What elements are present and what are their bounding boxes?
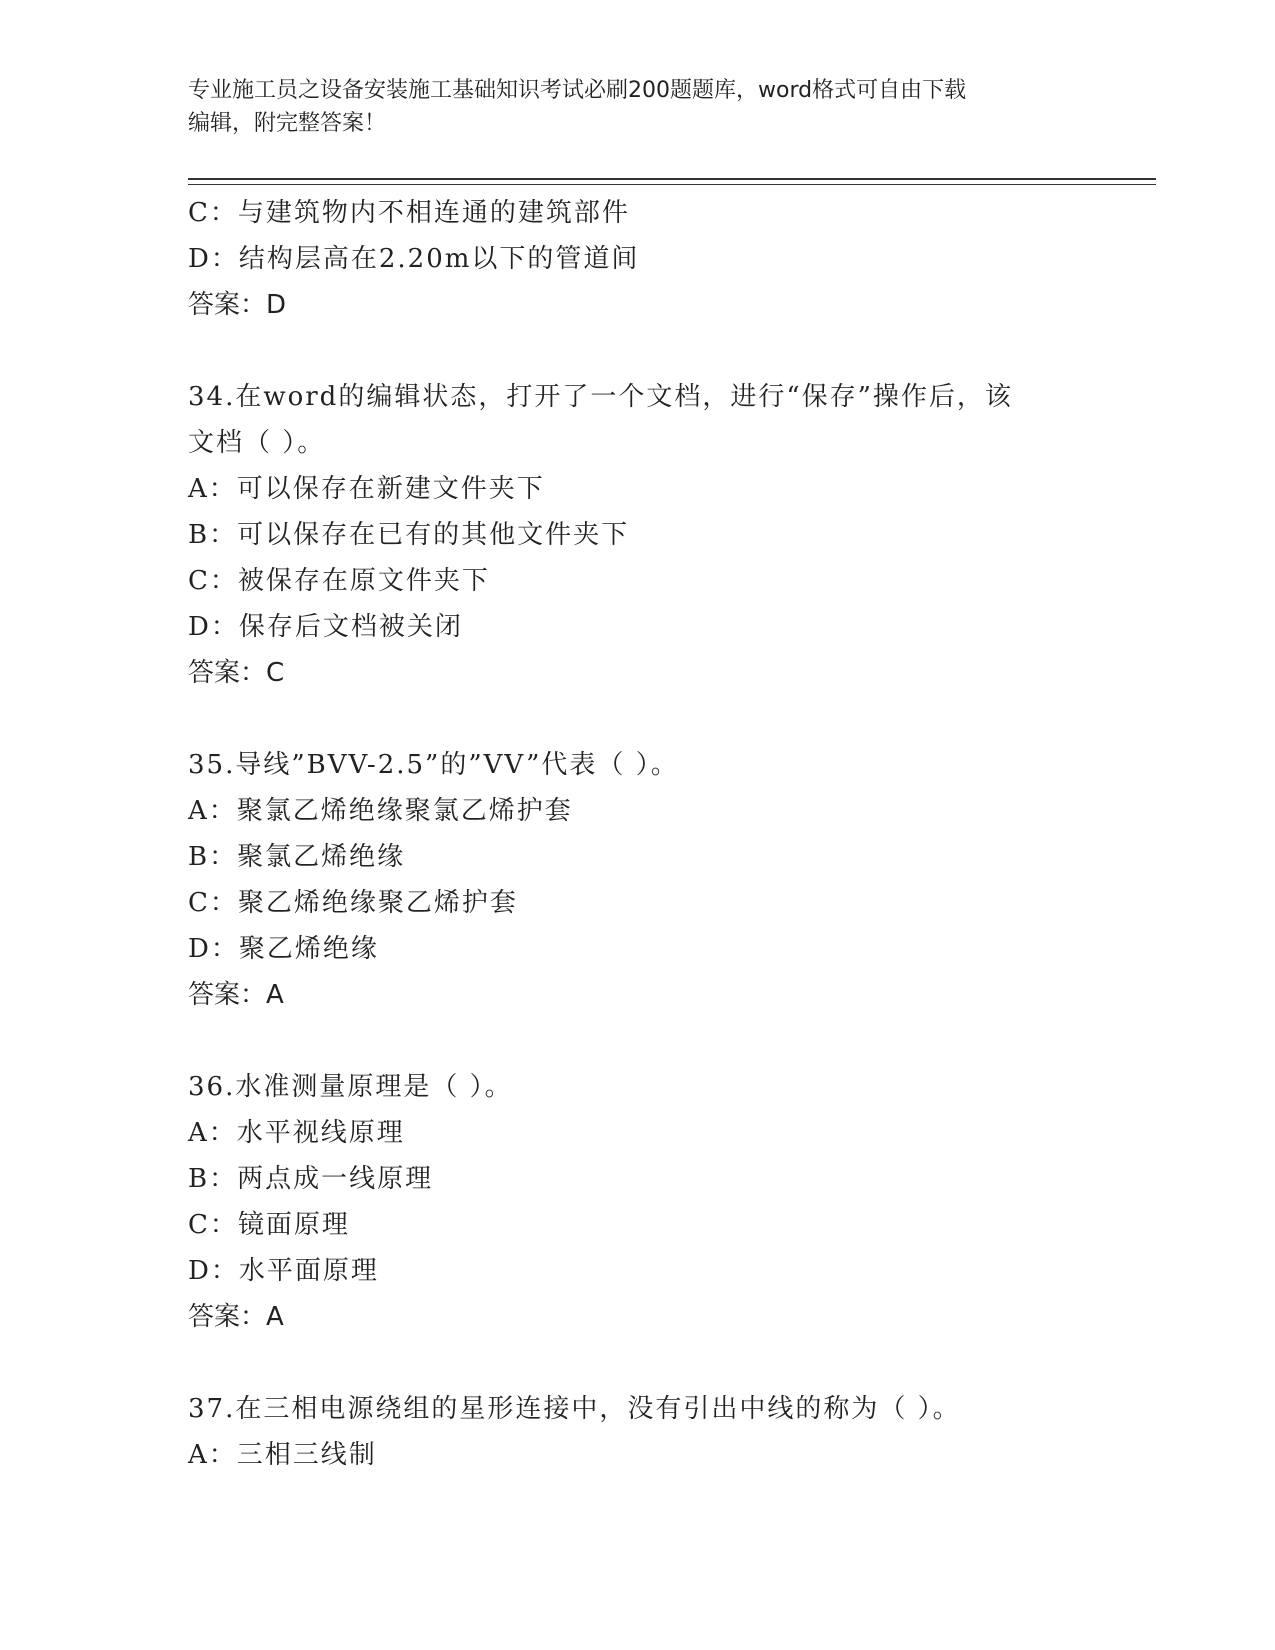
question-block-33-partial — [188, 190, 1088, 328]
spacer — [188, 696, 1088, 742]
answer-line: 答案：A — [188, 980, 284, 1010]
answer-line: 答案：D — [188, 290, 287, 320]
spacer — [188, 1018, 1088, 1064]
question-stem: 34.在word的编辑状态，打开了一个文档，进行“保存”操作后，该 — [188, 382, 1013, 412]
option-c: C：聚乙烯绝缘聚乙烯护套 — [188, 888, 518, 918]
question-stem: 36.水准测量原理是（ ）。 — [188, 1072, 513, 1102]
option-b: B：可以保存在已有的其他文件夹下 — [188, 520, 630, 550]
option-d: D：保存后文档被关闭 — [188, 612, 463, 642]
spacer — [188, 328, 1088, 374]
header-title-line-2: 编辑，附完整答案！ — [188, 111, 387, 136]
option-c: C：镜面原理 — [188, 1210, 350, 1240]
question-block-35 — [188, 742, 1088, 1018]
question-block-34 — [188, 374, 1088, 696]
option-d: D：聚乙烯绝缘 — [188, 934, 379, 964]
option-c: C：与建筑物内不相连通的建筑部件 — [188, 198, 630, 228]
option-b: B：两点成一线原理 — [188, 1164, 434, 1194]
page-header — [188, 74, 1088, 140]
option-c: C：被保存在原文件夹下 — [188, 566, 490, 596]
option-d: D：水平面原理 — [188, 1256, 379, 1286]
header-divider-thick — [188, 178, 1156, 180]
answer-line: 答案：A — [188, 1302, 284, 1332]
option-a: A：可以保存在新建文件夹下 — [188, 474, 545, 504]
option-a: A：三相三线制 — [188, 1440, 377, 1470]
header-divider-thin — [188, 184, 1156, 185]
question-block-37 — [188, 1386, 1088, 1478]
question-block-36 — [188, 1064, 1088, 1340]
question-stem: 37.在三相电源绕组的星形连接中，没有引出中线的称为（ ）。 — [188, 1394, 961, 1424]
option-d: D：结构层高在2.20m以下的管道间 — [188, 244, 640, 274]
answer-line: 答案：C — [188, 658, 285, 688]
question-stem-continued: 文档（ ）。 — [188, 428, 326, 458]
option-a: A：水平视线原理 — [188, 1118, 405, 1148]
question-stem: 35.导线”BVV-2.5”的”VV”代表（ ）。 — [188, 750, 679, 780]
option-a: A：聚氯乙烯绝缘聚氯乙烯护套 — [188, 796, 573, 826]
spacer — [188, 1340, 1088, 1386]
option-b: B：聚氯乙烯绝缘 — [188, 842, 406, 872]
document-body — [188, 190, 1088, 1478]
header-title-line-1: 专业施工员之设备安装施工基础知识考试必刷200题题库，word格式可自由下载 — [188, 78, 967, 103]
